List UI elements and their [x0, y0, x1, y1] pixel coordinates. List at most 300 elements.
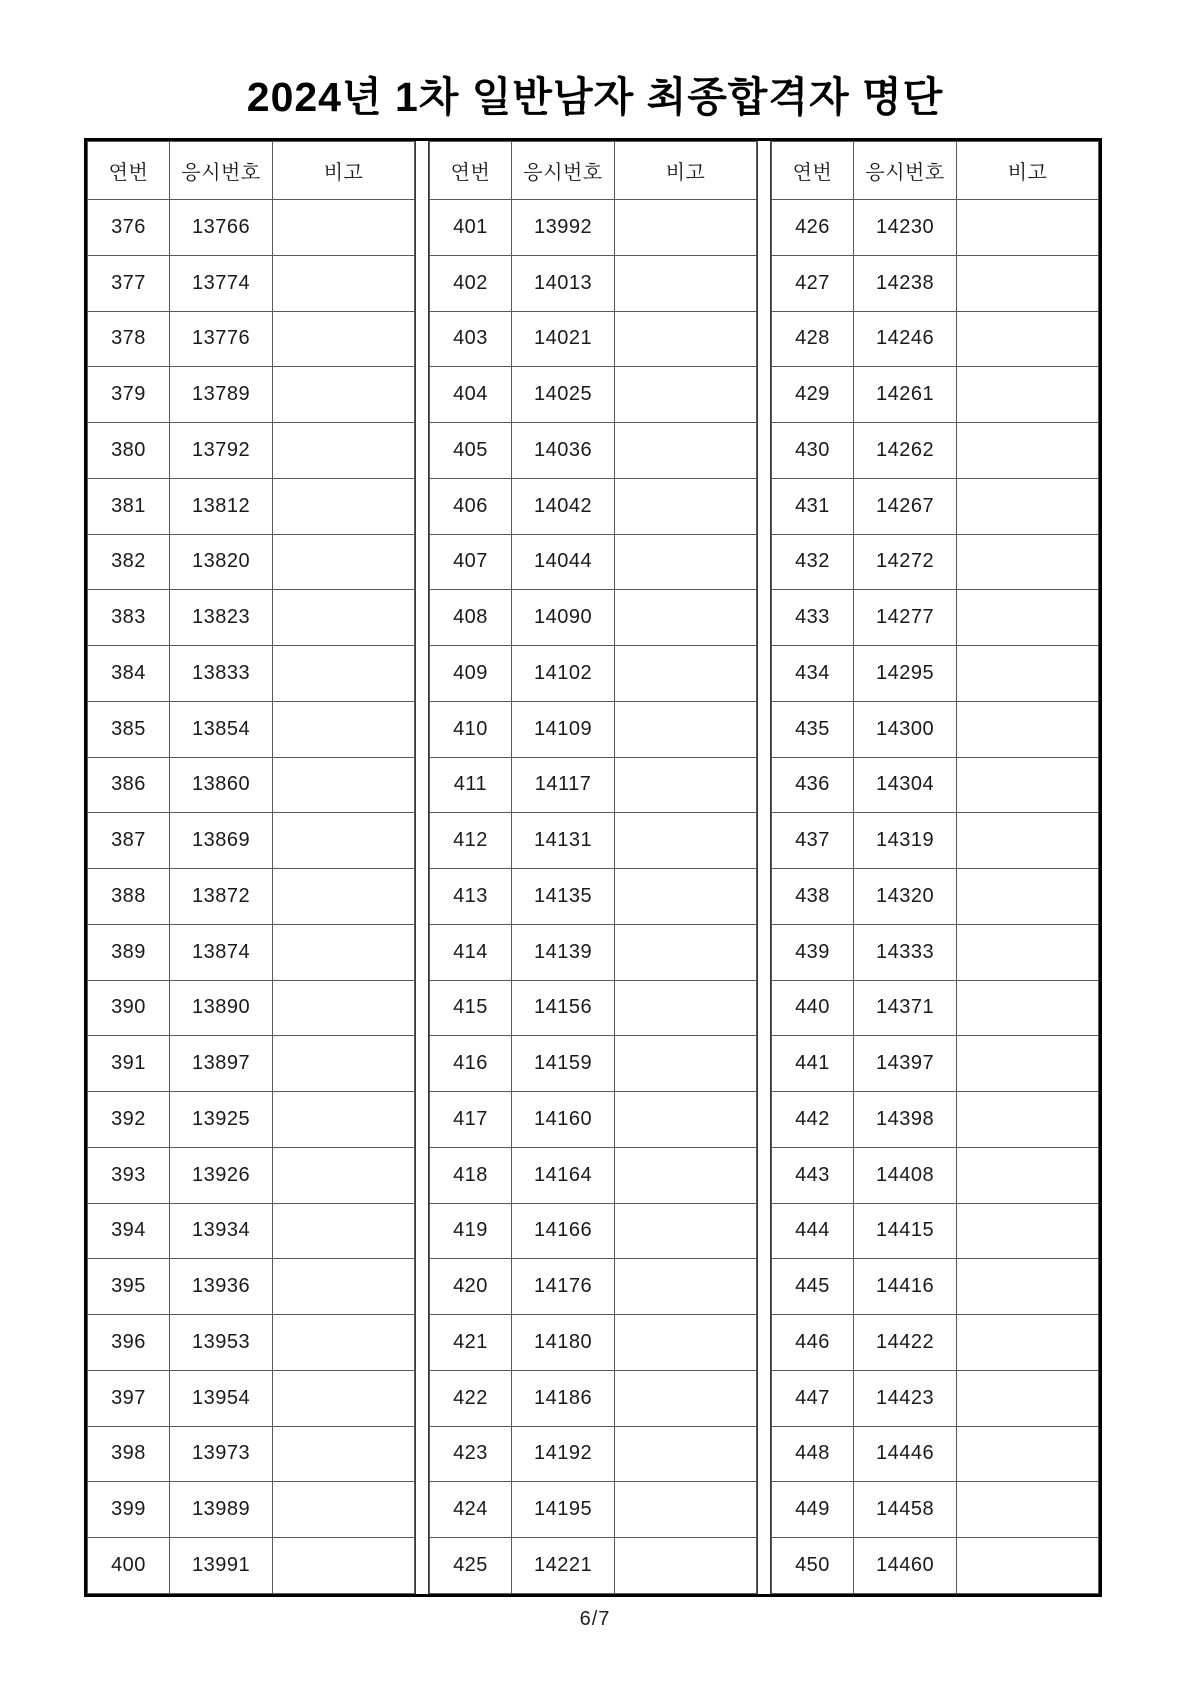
serial-cell: 441 [772, 1036, 854, 1092]
column-header-serial: 연번 [430, 142, 512, 200]
note-cell [273, 1259, 415, 1315]
serial-cell: 420 [430, 1259, 512, 1315]
serial-cell: 390 [88, 980, 170, 1036]
exam-number-cell: 14295 [854, 646, 957, 702]
note-cell [957, 1259, 1099, 1315]
table-row [772, 1203, 1099, 1259]
table-row [772, 980, 1099, 1036]
serial-cell: 438 [772, 869, 854, 925]
exam-number-cell: 14277 [854, 590, 957, 646]
exam-number-cell: 13854 [170, 701, 273, 757]
serial-cell: 442 [772, 1092, 854, 1148]
serial-cell: 382 [88, 534, 170, 590]
table-row [430, 701, 757, 757]
note-cell [615, 1370, 757, 1426]
serial-cell: 427 [772, 255, 854, 311]
exam-number-cell: 13774 [170, 255, 273, 311]
serial-cell: 396 [88, 1315, 170, 1371]
note-cell [273, 1370, 415, 1426]
note-cell [273, 1203, 415, 1259]
exam-number-cell: 13872 [170, 869, 273, 925]
table-row [430, 869, 757, 925]
column-header-exam-number: 응시번호 [512, 142, 615, 200]
table-row [772, 869, 1099, 925]
serial-cell: 398 [88, 1426, 170, 1482]
exam-number-cell: 14398 [854, 1092, 957, 1148]
table-row [772, 367, 1099, 423]
table-row [88, 200, 415, 256]
exam-number-cell: 14458 [854, 1482, 957, 1538]
table-row [430, 311, 757, 367]
table-row [430, 590, 757, 646]
serial-cell: 423 [430, 1426, 512, 1482]
note-cell [615, 1426, 757, 1482]
exam-number-cell: 13954 [170, 1370, 273, 1426]
table-row [88, 1203, 415, 1259]
serial-cell: 437 [772, 813, 854, 869]
serial-cell: 384 [88, 646, 170, 702]
table-row [430, 1203, 757, 1259]
serial-cell: 428 [772, 311, 854, 367]
serial-cell: 379 [88, 367, 170, 423]
note-cell [615, 980, 757, 1036]
table-row [430, 1036, 757, 1092]
serial-cell: 404 [430, 367, 512, 423]
table-row [88, 423, 415, 479]
serial-cell: 376 [88, 200, 170, 256]
serial-cell: 440 [772, 980, 854, 1036]
note-cell [957, 534, 1099, 590]
serial-cell: 388 [88, 869, 170, 925]
serial-cell: 391 [88, 1036, 170, 1092]
exam-number-cell: 14139 [512, 924, 615, 980]
table-row [88, 980, 415, 1036]
table-row [772, 1370, 1099, 1426]
note-cell [615, 590, 757, 646]
note-cell [615, 423, 757, 479]
serial-cell: 383 [88, 590, 170, 646]
table-row [430, 646, 757, 702]
table-row [430, 1538, 757, 1594]
serial-cell: 406 [430, 478, 512, 534]
exam-number-cell: 14261 [854, 367, 957, 423]
exam-number-cell: 13792 [170, 423, 273, 479]
note-cell [273, 757, 415, 813]
exam-number-cell: 14044 [512, 534, 615, 590]
exam-number-cell: 13833 [170, 646, 273, 702]
note-cell [273, 423, 415, 479]
table-row [430, 980, 757, 1036]
note-cell [957, 646, 1099, 702]
note-cell [615, 701, 757, 757]
table-row [430, 924, 757, 980]
serial-cell: 417 [430, 1092, 512, 1148]
serial-cell: 409 [430, 646, 512, 702]
note-cell [273, 1538, 415, 1594]
page-title: 2024년 1차 일반남자 최종합격자 명단 [246, 74, 944, 120]
table-row [772, 1147, 1099, 1203]
exam-number-cell: 14013 [512, 255, 615, 311]
table-row [772, 813, 1099, 869]
exam-number-cell: 14397 [854, 1036, 957, 1092]
exam-number-cell: 13934 [170, 1203, 273, 1259]
pass-list-group-3 [771, 141, 1099, 1594]
serial-cell: 418 [430, 1147, 512, 1203]
note-cell [957, 478, 1099, 534]
exam-number-cell: 14117 [512, 757, 615, 813]
note-cell [273, 1426, 415, 1482]
table-row [88, 1538, 415, 1594]
exam-number-cell: 14176 [512, 1259, 615, 1315]
exam-number-cell: 13897 [170, 1036, 273, 1092]
note-cell [615, 924, 757, 980]
table-row [772, 1538, 1099, 1594]
exam-number-cell: 14221 [512, 1538, 615, 1594]
serial-cell: 413 [430, 869, 512, 925]
exam-number-cell: 13860 [170, 757, 273, 813]
pass-list-table [771, 141, 1099, 1594]
note-cell [615, 1147, 757, 1203]
serial-cell: 381 [88, 478, 170, 534]
note-cell [615, 255, 757, 311]
serial-cell: 405 [430, 423, 512, 479]
exam-number-cell: 14267 [854, 478, 957, 534]
note-cell [957, 255, 1099, 311]
table-row [88, 590, 415, 646]
table-row [88, 1482, 415, 1538]
header-row [88, 142, 415, 200]
serial-cell: 392 [88, 1092, 170, 1148]
exam-number-cell: 14192 [512, 1426, 615, 1482]
serial-cell: 410 [430, 701, 512, 757]
note-cell [615, 311, 757, 367]
exam-number-cell: 13953 [170, 1315, 273, 1371]
exam-number-cell: 14246 [854, 311, 957, 367]
exam-number-cell: 13820 [170, 534, 273, 590]
note-cell [957, 590, 1099, 646]
note-cell [273, 1147, 415, 1203]
table-row [772, 200, 1099, 256]
serial-cell: 430 [772, 423, 854, 479]
note-cell [957, 1538, 1099, 1594]
table-row [430, 1259, 757, 1315]
table-row [430, 1482, 757, 1538]
table-row [772, 311, 1099, 367]
note-cell [273, 367, 415, 423]
note-cell [273, 701, 415, 757]
note-cell [957, 367, 1099, 423]
serial-cell: 400 [88, 1538, 170, 1594]
serial-cell: 449 [772, 1482, 854, 1538]
serial-cell: 403 [430, 311, 512, 367]
exam-number-cell: 14371 [854, 980, 957, 1036]
exam-number-cell: 13992 [512, 200, 615, 256]
note-cell [615, 534, 757, 590]
serial-cell: 431 [772, 478, 854, 534]
exam-number-cell: 14333 [854, 924, 957, 980]
table-row [772, 701, 1099, 757]
column-header-serial: 연번 [772, 142, 854, 200]
table-row [88, 367, 415, 423]
note-cell [957, 1092, 1099, 1148]
column-header-exam-number: 응시번호 [170, 142, 273, 200]
note-cell [957, 311, 1099, 367]
exam-number-cell: 14180 [512, 1315, 615, 1371]
note-cell [615, 813, 757, 869]
note-cell [615, 1315, 757, 1371]
note-cell [615, 1092, 757, 1148]
table-row [88, 311, 415, 367]
exam-number-cell: 14446 [854, 1426, 957, 1482]
table-row [88, 1315, 415, 1371]
note-cell [615, 757, 757, 813]
column-header-serial: 연번 [88, 142, 170, 200]
serial-cell: 394 [88, 1203, 170, 1259]
note-cell [615, 869, 757, 925]
column-header-note: 비고 [957, 142, 1099, 200]
table-row [430, 1426, 757, 1482]
exam-number-cell: 14042 [512, 478, 615, 534]
note-cell [957, 1370, 1099, 1426]
exam-number-cell: 14460 [854, 1538, 957, 1594]
note-cell [957, 423, 1099, 479]
exam-number-cell: 14164 [512, 1147, 615, 1203]
note-cell [273, 311, 415, 367]
exam-number-cell: 14230 [854, 200, 957, 256]
table-row [772, 757, 1099, 813]
table-row [430, 1092, 757, 1148]
note-cell [957, 1315, 1099, 1371]
serial-cell: 380 [88, 423, 170, 479]
table-row [430, 1370, 757, 1426]
table-row [430, 1315, 757, 1371]
note-cell [957, 813, 1099, 869]
serial-cell: 401 [430, 200, 512, 256]
header-row [430, 142, 757, 200]
exam-number-cell: 14166 [512, 1203, 615, 1259]
serial-cell: 378 [88, 311, 170, 367]
exam-number-cell: 14090 [512, 590, 615, 646]
table-row [88, 813, 415, 869]
table-row [772, 423, 1099, 479]
exam-number-cell: 13789 [170, 367, 273, 423]
serial-cell: 429 [772, 367, 854, 423]
table-row [772, 646, 1099, 702]
note-cell [957, 1036, 1099, 1092]
note-cell [273, 200, 415, 256]
serial-cell: 448 [772, 1426, 854, 1482]
note-cell [957, 757, 1099, 813]
note-cell [615, 1203, 757, 1259]
note-cell [957, 1203, 1099, 1259]
table-row [772, 1426, 1099, 1482]
note-cell [957, 924, 1099, 980]
serial-cell: 436 [772, 757, 854, 813]
note-cell [615, 646, 757, 702]
table-row [772, 1482, 1099, 1538]
serial-cell: 386 [88, 757, 170, 813]
table-row [772, 478, 1099, 534]
serial-cell: 439 [772, 924, 854, 980]
table-row [772, 924, 1099, 980]
table-row [88, 1370, 415, 1426]
serial-cell: 411 [430, 757, 512, 813]
exam-number-cell: 13936 [170, 1259, 273, 1315]
exam-number-cell: 14159 [512, 1036, 615, 1092]
table-row [430, 200, 757, 256]
exam-number-cell: 13812 [170, 478, 273, 534]
table-row [88, 255, 415, 311]
table-row [88, 1426, 415, 1482]
note-cell [273, 1036, 415, 1092]
exam-number-cell: 13869 [170, 813, 273, 869]
serial-cell: 425 [430, 1538, 512, 1594]
exam-number-cell: 13926 [170, 1147, 273, 1203]
exam-number-cell: 14195 [512, 1482, 615, 1538]
exam-number-cell: 13991 [170, 1538, 273, 1594]
note-cell [615, 367, 757, 423]
table-row [88, 478, 415, 534]
exam-number-cell: 13890 [170, 980, 273, 1036]
exam-number-cell: 13776 [170, 311, 273, 367]
serial-cell: 421 [430, 1315, 512, 1371]
exam-number-cell: 14131 [512, 813, 615, 869]
serial-cell: 450 [772, 1538, 854, 1594]
note-cell [273, 255, 415, 311]
serial-cell: 419 [430, 1203, 512, 1259]
table-row [430, 757, 757, 813]
table-row [88, 1259, 415, 1315]
exam-number-cell: 13973 [170, 1426, 273, 1482]
note-cell [273, 590, 415, 646]
note-cell [615, 1259, 757, 1315]
table-row [88, 1036, 415, 1092]
exam-number-cell: 14262 [854, 423, 957, 479]
serial-cell: 377 [88, 255, 170, 311]
note-cell [273, 924, 415, 980]
serial-cell: 445 [772, 1259, 854, 1315]
serial-cell: 443 [772, 1147, 854, 1203]
serial-cell: 393 [88, 1147, 170, 1203]
serial-cell: 434 [772, 646, 854, 702]
pass-list-table-container [84, 138, 1102, 1597]
exam-number-cell: 14186 [512, 1370, 615, 1426]
note-cell [957, 1482, 1099, 1538]
exam-number-cell: 14238 [854, 255, 957, 311]
exam-number-cell: 13925 [170, 1092, 273, 1148]
exam-number-cell: 13823 [170, 590, 273, 646]
table-row [88, 757, 415, 813]
note-cell [273, 646, 415, 702]
table-row [88, 1147, 415, 1203]
exam-number-cell: 14025 [512, 367, 615, 423]
pass-list-group-1 [87, 141, 415, 1594]
note-cell [957, 701, 1099, 757]
pass-list-table [87, 141, 415, 1594]
pass-list-table [429, 141, 757, 1594]
serial-cell: 432 [772, 534, 854, 590]
exam-number-cell: 14160 [512, 1092, 615, 1148]
exam-number-cell: 14109 [512, 701, 615, 757]
table-row [430, 813, 757, 869]
note-cell [273, 1482, 415, 1538]
serial-cell: 414 [430, 924, 512, 980]
table-row [430, 478, 757, 534]
serial-cell: 435 [772, 701, 854, 757]
serial-cell: 424 [430, 1482, 512, 1538]
exam-number-cell: 13766 [170, 200, 273, 256]
note-cell [957, 980, 1099, 1036]
table-row [772, 1092, 1099, 1148]
table-row [430, 367, 757, 423]
exam-number-cell: 13989 [170, 1482, 273, 1538]
exam-number-cell: 14304 [854, 757, 957, 813]
table-row [772, 534, 1099, 590]
note-cell [615, 1036, 757, 1092]
serial-cell: 422 [430, 1370, 512, 1426]
header-row [772, 142, 1099, 200]
exam-number-cell: 14422 [854, 1315, 957, 1371]
note-cell [957, 200, 1099, 256]
exam-number-cell: 14156 [512, 980, 615, 1036]
note-cell [615, 1482, 757, 1538]
table-row [430, 1147, 757, 1203]
serial-cell: 426 [772, 200, 854, 256]
exam-number-cell: 14408 [854, 1147, 957, 1203]
exam-number-cell: 14416 [854, 1259, 957, 1315]
serial-cell: 389 [88, 924, 170, 980]
exam-number-cell: 14423 [854, 1370, 957, 1426]
column-header-note: 비고 [273, 142, 415, 200]
note-cell [957, 1147, 1099, 1203]
table-row [88, 1092, 415, 1148]
exam-number-cell: 14300 [854, 701, 957, 757]
table-row [430, 423, 757, 479]
note-cell [273, 980, 415, 1036]
note-cell [615, 478, 757, 534]
group-divider [757, 141, 771, 1594]
serial-cell: 407 [430, 534, 512, 590]
group-divider [415, 141, 429, 1594]
serial-cell: 395 [88, 1259, 170, 1315]
table-row [772, 1315, 1099, 1371]
exam-number-cell: 14102 [512, 646, 615, 702]
note-cell [273, 478, 415, 534]
note-cell [957, 869, 1099, 925]
serial-cell: 397 [88, 1370, 170, 1426]
table-row [772, 1259, 1099, 1315]
serial-cell: 402 [430, 255, 512, 311]
table-row [88, 534, 415, 590]
exam-number-cell: 14415 [854, 1203, 957, 1259]
note-cell [615, 1538, 757, 1594]
table-row [772, 590, 1099, 646]
exam-number-cell: 14135 [512, 869, 615, 925]
serial-cell: 415 [430, 980, 512, 1036]
note-cell [273, 813, 415, 869]
table-row [772, 1036, 1099, 1092]
serial-cell: 447 [772, 1370, 854, 1426]
note-cell [273, 869, 415, 925]
serial-cell: 412 [430, 813, 512, 869]
table-row [88, 924, 415, 980]
exam-number-cell: 14320 [854, 869, 957, 925]
pass-list-group-2 [429, 141, 757, 1594]
note-cell [615, 200, 757, 256]
serial-cell: 399 [88, 1482, 170, 1538]
page-number: 6/7 [579, 1608, 611, 1630]
table-row [430, 255, 757, 311]
